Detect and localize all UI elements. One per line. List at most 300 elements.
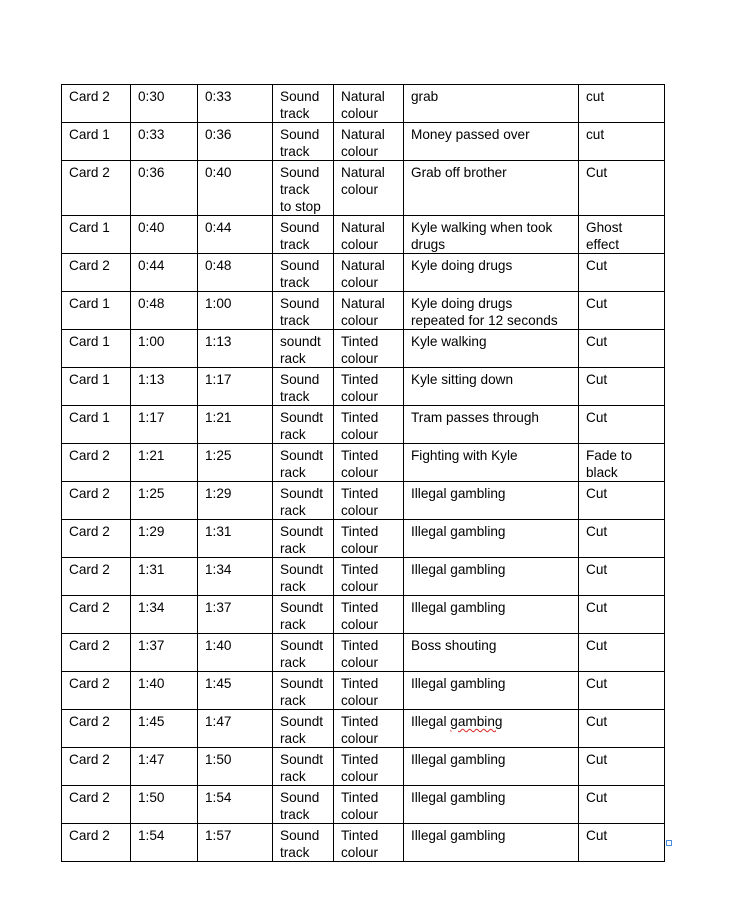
end-time-cell-text: 1:50 <box>205 752 232 767</box>
transition-cell[interactable] <box>579 520 665 558</box>
end-time-cell-text: 1:57 <box>205 828 232 843</box>
transition-cell-text: Fade to black <box>586 448 633 480</box>
transition-cell-text: Cut <box>586 676 608 691</box>
description-cell[interactable] <box>404 672 579 710</box>
table-row <box>62 254 665 292</box>
start-time-cell-text: 1:29 <box>138 524 165 539</box>
table-row <box>62 330 665 368</box>
start-time-cell-text: 1:47 <box>138 752 165 767</box>
transition-cell-text: Cut <box>586 752 608 767</box>
card-cell[interactable] <box>62 824 131 862</box>
table-row <box>62 786 665 824</box>
transition-cell[interactable] <box>579 216 665 254</box>
start-time-cell[interactable] <box>131 786 198 824</box>
colour-cell[interactable] <box>334 406 404 444</box>
start-time-cell[interactable] <box>131 634 198 672</box>
end-time-cell[interactable] <box>198 444 273 482</box>
table-row <box>62 406 665 444</box>
transition-cell-text: Cut <box>586 410 608 425</box>
description-cell-text: Kyle walking when took drugs <box>411 220 553 252</box>
card-cell-text: Card 2 <box>69 638 110 653</box>
sound-cell[interactable] <box>273 254 334 292</box>
colour-cell[interactable] <box>334 254 404 292</box>
description-cell[interactable] <box>404 292 579 330</box>
start-time-cell-text: 1:17 <box>138 410 165 425</box>
colour-cell[interactable] <box>334 85 404 123</box>
colour-cell[interactable] <box>334 161 404 216</box>
description-cell[interactable] <box>404 254 579 292</box>
colour-cell[interactable] <box>334 330 404 368</box>
transition-cell-text: Cut <box>586 714 608 729</box>
card-cell-text: Card 1 <box>69 372 110 387</box>
shot-list-table[interactable] <box>61 84 665 862</box>
table-row <box>62 444 665 482</box>
transition-cell-text: Cut <box>586 524 608 539</box>
transition-cell[interactable] <box>579 292 665 330</box>
card-cell[interactable] <box>62 558 131 596</box>
sound-cell-text: Soundt rack <box>280 448 324 480</box>
sound-cell-text: Soundt rack <box>280 524 324 556</box>
transition-cell[interactable] <box>579 444 665 482</box>
card-cell-text: Card 1 <box>69 127 110 142</box>
end-time-cell-text: 1:40 <box>205 638 232 653</box>
end-time-cell[interactable] <box>198 596 273 634</box>
end-time-cell[interactable] <box>198 85 273 123</box>
card-cell[interactable] <box>62 254 131 292</box>
start-time-cell-text: 1:25 <box>138 486 165 501</box>
description-cell[interactable] <box>404 558 579 596</box>
table-row <box>62 482 665 520</box>
start-time-cell-text: 0:36 <box>138 165 165 180</box>
card-cell-text: Card 2 <box>69 714 110 729</box>
start-time-cell[interactable] <box>131 444 198 482</box>
card-cell[interactable] <box>62 216 131 254</box>
colour-cell[interactable] <box>334 520 404 558</box>
sound-cell-text: Soundt rack <box>280 752 324 784</box>
end-time-cell-text: 0:33 <box>205 89 232 104</box>
colour-cell-text: Natural colour <box>341 127 385 159</box>
card-cell-text: Card 2 <box>69 448 110 463</box>
description-cell-text: Illegal gambling <box>411 486 506 501</box>
end-time-cell[interactable] <box>198 292 273 330</box>
card-cell[interactable] <box>62 482 131 520</box>
sound-cell[interactable] <box>273 786 334 824</box>
sound-cell[interactable] <box>273 482 334 520</box>
sound-cell-text: Sound track <box>280 828 320 860</box>
transition-cell-text: Cut <box>586 486 608 501</box>
transition-cell-text: Cut <box>586 258 608 273</box>
end-time-cell-text: 1:34 <box>205 562 232 577</box>
start-time-cell[interactable] <box>131 596 198 634</box>
description-cell[interactable] <box>404 216 579 254</box>
card-cell[interactable] <box>62 520 131 558</box>
card-cell-text: Card 2 <box>69 89 110 104</box>
card-cell-text: Card 2 <box>69 562 110 577</box>
start-time-cell[interactable] <box>131 482 198 520</box>
colour-cell[interactable] <box>334 786 404 824</box>
colour-cell-text: Tinted colour <box>341 638 379 670</box>
sound-cell-text: Soundt rack <box>280 600 324 632</box>
end-time-cell[interactable] <box>198 672 273 710</box>
end-time-cell[interactable] <box>198 161 273 216</box>
end-time-cell[interactable] <box>198 710 273 748</box>
colour-cell-text: Tinted colour <box>341 486 379 518</box>
start-time-cell-text: 1:34 <box>138 600 165 615</box>
sound-cell-text: Sound track <box>280 89 320 121</box>
start-time-cell[interactable] <box>131 161 198 216</box>
sound-cell[interactable] <box>273 85 334 123</box>
start-time-cell-text: 1:54 <box>138 828 165 843</box>
description-cell-text: Grab off brother <box>411 165 507 180</box>
sound-cell[interactable] <box>273 672 334 710</box>
colour-cell-text: Tinted colour <box>341 448 379 480</box>
transition-cell-text: Cut <box>586 600 608 615</box>
shot-list-body <box>62 85 665 862</box>
end-time-cell[interactable] <box>198 786 273 824</box>
end-time-cell[interactable] <box>198 520 273 558</box>
sound-cell-text: Soundt rack <box>280 714 324 746</box>
description-cell-text: Kyle doing drugs <box>411 258 513 273</box>
description-cell[interactable] <box>404 161 579 216</box>
end-time-cell-text: 1:47 <box>205 714 232 729</box>
start-time-cell[interactable] <box>131 85 198 123</box>
colour-cell-text: Tinted colour <box>341 562 379 594</box>
description-cell-text: Illegal gambling <box>411 524 506 539</box>
card-cell-text: Card 2 <box>69 165 110 180</box>
start-time-cell-text: 0:30 <box>138 89 165 104</box>
table-row <box>62 85 665 123</box>
table-row <box>62 824 665 862</box>
colour-cell[interactable] <box>334 596 404 634</box>
description-cell[interactable] <box>404 748 579 786</box>
transition-cell-text: Cut <box>586 828 608 843</box>
sound-cell[interactable] <box>273 634 334 672</box>
card-cell[interactable] <box>62 123 131 161</box>
colour-cell-text: Tinted colour <box>341 676 379 708</box>
description-cell[interactable] <box>404 444 579 482</box>
sound-cell-text: Soundt rack <box>280 562 324 594</box>
transition-cell[interactable] <box>579 406 665 444</box>
card-cell[interactable] <box>62 161 131 216</box>
description-cell-text: Boss shouting <box>411 638 497 653</box>
start-time-cell-text: 1:21 <box>138 448 165 463</box>
description-cell[interactable] <box>404 85 579 123</box>
sound-cell-text: Sound track <box>280 127 320 159</box>
transition-cell[interactable] <box>579 748 665 786</box>
end-time-cell-text: 1:13 <box>205 334 232 349</box>
description-cell-text: Tram passes through <box>411 410 539 425</box>
description-cell-text: Money passed over <box>411 127 530 142</box>
start-time-cell[interactable] <box>131 710 198 748</box>
start-time-cell-text: 0:48 <box>138 296 165 311</box>
start-time-cell[interactable] <box>131 672 198 710</box>
sound-cell[interactable] <box>273 368 334 406</box>
colour-cell-text: Natural colour <box>341 258 385 290</box>
description-cell-text: Kyle doing drugs repeated for 12 seconds <box>411 296 558 328</box>
start-time-cell[interactable] <box>131 254 198 292</box>
colour-cell[interactable] <box>334 748 404 786</box>
end-time-cell[interactable] <box>198 748 273 786</box>
sound-cell[interactable] <box>273 558 334 596</box>
table-row <box>62 520 665 558</box>
description-cell-text: grab <box>411 89 439 104</box>
description-cell[interactable] <box>404 824 579 862</box>
table-row <box>62 672 665 710</box>
sound-cell-text: Sound track <box>280 372 320 404</box>
card-cell[interactable] <box>62 748 131 786</box>
colour-cell-text: Tinted colour <box>341 752 379 784</box>
start-time-cell-text: 1:50 <box>138 790 165 805</box>
sound-cell[interactable] <box>273 330 334 368</box>
description-cell[interactable] <box>404 710 579 748</box>
colour-cell-text: Tinted colour <box>341 790 379 822</box>
colour-cell[interactable] <box>334 672 404 710</box>
colour-cell[interactable] <box>334 824 404 862</box>
end-time-cell[interactable] <box>198 558 273 596</box>
card-cell-text: Card 2 <box>69 828 110 843</box>
card-cell-text: Card 2 <box>69 600 110 615</box>
colour-cell-text: Natural colour <box>341 165 385 197</box>
description-cell-text: Fighting with Kyle <box>411 448 518 463</box>
end-time-cell[interactable] <box>198 634 273 672</box>
transition-cell-text: Cut <box>586 562 608 577</box>
colour-cell[interactable] <box>334 444 404 482</box>
table-row <box>62 292 665 330</box>
transition-cell-text: Cut <box>586 165 608 180</box>
table-row <box>62 748 665 786</box>
sound-cell[interactable] <box>273 748 334 786</box>
card-cell-text: Card 1 <box>69 334 110 349</box>
end-time-cell[interactable] <box>198 482 273 520</box>
colour-cell-text: Tinted colour <box>341 714 379 746</box>
transition-cell[interactable] <box>579 254 665 292</box>
sound-cell-text: Soundt rack <box>280 486 324 518</box>
colour-cell-text: Tinted colour <box>341 410 379 442</box>
transition-cell[interactable] <box>579 482 665 520</box>
transition-cell[interactable] <box>579 634 665 672</box>
transition-cell[interactable] <box>579 710 665 748</box>
colour-cell[interactable] <box>334 123 404 161</box>
sound-cell[interactable] <box>273 216 334 254</box>
card-cell[interactable] <box>62 710 131 748</box>
card-cell[interactable] <box>62 330 131 368</box>
end-time-cell-text: 1:29 <box>205 486 232 501</box>
start-time-cell-text: 1:37 <box>138 638 165 653</box>
description-cell-text: Illegal gambling <box>411 828 506 843</box>
description-cell-text: Illegal gambling <box>411 790 506 805</box>
transition-cell-text: cut <box>586 89 605 104</box>
sound-cell-text: Sound track <box>280 258 320 290</box>
card-cell[interactable] <box>62 444 131 482</box>
end-time-cell[interactable] <box>198 254 273 292</box>
sound-cell[interactable] <box>273 161 334 216</box>
end-time-cell[interactable] <box>198 330 273 368</box>
sound-cell[interactable] <box>273 824 334 862</box>
description-cell[interactable] <box>404 634 579 672</box>
colour-cell-text: Tinted colour <box>341 372 379 404</box>
sound-cell[interactable] <box>273 123 334 161</box>
transition-cell[interactable] <box>579 123 665 161</box>
sound-cell[interactable] <box>273 406 334 444</box>
description-cell-text: Illegal gambing <box>411 714 503 729</box>
card-cell-text: Card 1 <box>69 220 110 235</box>
card-cell[interactable] <box>62 85 131 123</box>
end-time-cell[interactable] <box>198 368 273 406</box>
sound-cell-text: Soundt rack <box>280 638 324 670</box>
start-time-cell-text: 1:31 <box>138 562 165 577</box>
end-time-cell-text: 1:25 <box>205 448 232 463</box>
colour-cell[interactable] <box>334 482 404 520</box>
start-time-cell-text: 1:00 <box>138 334 165 349</box>
sound-cell-text: soundt rack <box>280 334 321 366</box>
colour-cell-text: Tinted colour <box>341 600 379 632</box>
transition-cell[interactable] <box>579 672 665 710</box>
colour-cell[interactable] <box>334 292 404 330</box>
end-time-cell-text: 1:31 <box>205 524 232 539</box>
spellcheck-underline: gambing <box>450 714 503 729</box>
transition-cell-text: Ghost effect <box>586 220 623 252</box>
start-time-cell[interactable] <box>131 558 198 596</box>
card-cell[interactable] <box>62 596 131 634</box>
description-cell-text: Kyle walking <box>411 334 487 349</box>
start-time-cell[interactable] <box>131 748 198 786</box>
end-time-cell-text: 1:37 <box>205 600 232 615</box>
description-cell-text: Illegal gambling <box>411 600 506 615</box>
start-time-cell[interactable] <box>131 824 198 862</box>
end-time-cell[interactable] <box>198 406 273 444</box>
transition-cell-text: Cut <box>586 296 608 311</box>
colour-cell[interactable] <box>334 710 404 748</box>
start-time-cell-text: 0:44 <box>138 258 165 273</box>
sound-cell-text: Sound track <box>280 296 320 328</box>
colour-cell[interactable] <box>334 634 404 672</box>
sound-cell[interactable] <box>273 710 334 748</box>
transition-cell-text: Cut <box>586 638 608 653</box>
colour-cell[interactable] <box>334 558 404 596</box>
transition-cell[interactable] <box>579 161 665 216</box>
description-cell[interactable] <box>404 368 579 406</box>
start-time-cell-text: 1:13 <box>138 372 165 387</box>
sound-cell[interactable] <box>273 596 334 634</box>
end-time-cell-text: 1:54 <box>205 790 232 805</box>
table-row <box>62 368 665 406</box>
end-time-cell-text: 1:00 <box>205 296 232 311</box>
end-time-cell-text: 1:45 <box>205 676 232 691</box>
transition-cell[interactable] <box>579 596 665 634</box>
description-cell[interactable] <box>404 330 579 368</box>
colour-cell-text: Natural colour <box>341 296 385 328</box>
colour-cell[interactable] <box>334 216 404 254</box>
description-cell[interactable] <box>404 406 579 444</box>
sound-cell-text: Sound track <box>280 790 320 822</box>
card-cell[interactable] <box>62 406 131 444</box>
card-cell-text: Card 1 <box>69 296 110 311</box>
description-cell[interactable] <box>404 482 579 520</box>
transition-cell-text: cut <box>586 127 605 142</box>
transition-cell-text: Cut <box>586 790 608 805</box>
table-row <box>62 710 665 748</box>
card-cell-text: Card 2 <box>69 258 110 273</box>
end-time-cell-text: 0:40 <box>205 165 232 180</box>
table-resize-handle[interactable] <box>666 840 672 846</box>
description-cell[interactable] <box>404 520 579 558</box>
description-cell-text: Illegal gambling <box>411 562 506 577</box>
colour-cell-text: Tinted colour <box>341 334 379 366</box>
start-time-cell-text: 1:40 <box>138 676 165 691</box>
sound-cell-text: Soundt rack <box>280 410 324 442</box>
end-time-cell[interactable] <box>198 824 273 862</box>
transition-cell[interactable] <box>579 330 665 368</box>
description-cell[interactable] <box>404 123 579 161</box>
card-cell[interactable] <box>62 786 131 824</box>
start-time-cell[interactable] <box>131 123 198 161</box>
table-row <box>62 123 665 161</box>
transition-cell[interactable] <box>579 368 665 406</box>
description-cell-text: Kyle sitting down <box>411 372 514 387</box>
card-cell-text: Card 1 <box>69 410 110 425</box>
end-time-cell[interactable] <box>198 216 273 254</box>
colour-cell-text: Tinted colour <box>341 524 379 556</box>
description-cell[interactable] <box>404 596 579 634</box>
card-cell[interactable] <box>62 634 131 672</box>
transition-cell[interactable] <box>579 558 665 596</box>
card-cell-text: Card 2 <box>69 752 110 767</box>
transition-cell[interactable] <box>579 824 665 862</box>
card-cell[interactable] <box>62 292 131 330</box>
start-time-cell-text: 0:40 <box>138 220 165 235</box>
start-time-cell[interactable] <box>131 216 198 254</box>
card-cell-text: Card 2 <box>69 524 110 539</box>
sound-cell-text: Sound track to stop <box>280 165 321 214</box>
card-cell-text: Card 2 <box>69 676 110 691</box>
card-cell[interactable] <box>62 368 131 406</box>
colour-cell-text: Natural colour <box>341 89 385 121</box>
end-time-cell[interactable] <box>198 123 273 161</box>
start-time-cell[interactable] <box>131 368 198 406</box>
transition-cell[interactable] <box>579 85 665 123</box>
table-row <box>62 634 665 672</box>
table-row <box>62 216 665 254</box>
description-cell-text: Illegal gambling <box>411 752 506 767</box>
description-cell-text: Illegal gambling <box>411 676 506 691</box>
description-cell[interactable] <box>404 786 579 824</box>
start-time-cell-text: 0:33 <box>138 127 165 142</box>
table-row <box>62 161 665 216</box>
start-time-cell[interactable] <box>131 330 198 368</box>
end-time-cell-text: 1:21 <box>205 410 232 425</box>
colour-cell-text: Natural colour <box>341 220 385 252</box>
transition-cell-text: Cut <box>586 372 608 387</box>
transition-cell[interactable] <box>579 786 665 824</box>
start-time-cell[interactable] <box>131 520 198 558</box>
table-row <box>62 596 665 634</box>
sound-cell[interactable] <box>273 292 334 330</box>
sound-cell-text: Sound track <box>280 220 320 252</box>
end-time-cell-text: 0:44 <box>205 220 232 235</box>
sound-cell[interactable] <box>273 444 334 482</box>
sound-cell[interactable] <box>273 520 334 558</box>
start-time-cell[interactable] <box>131 406 198 444</box>
colour-cell[interactable] <box>334 368 404 406</box>
start-time-cell[interactable] <box>131 292 198 330</box>
end-time-cell-text: 0:48 <box>205 258 232 273</box>
card-cell[interactable] <box>62 672 131 710</box>
card-cell-text: Card 2 <box>69 790 110 805</box>
end-time-cell-text: 0:36 <box>205 127 232 142</box>
card-cell-text: Card 2 <box>69 486 110 501</box>
start-time-cell-text: 1:45 <box>138 714 165 729</box>
table-row <box>62 558 665 596</box>
